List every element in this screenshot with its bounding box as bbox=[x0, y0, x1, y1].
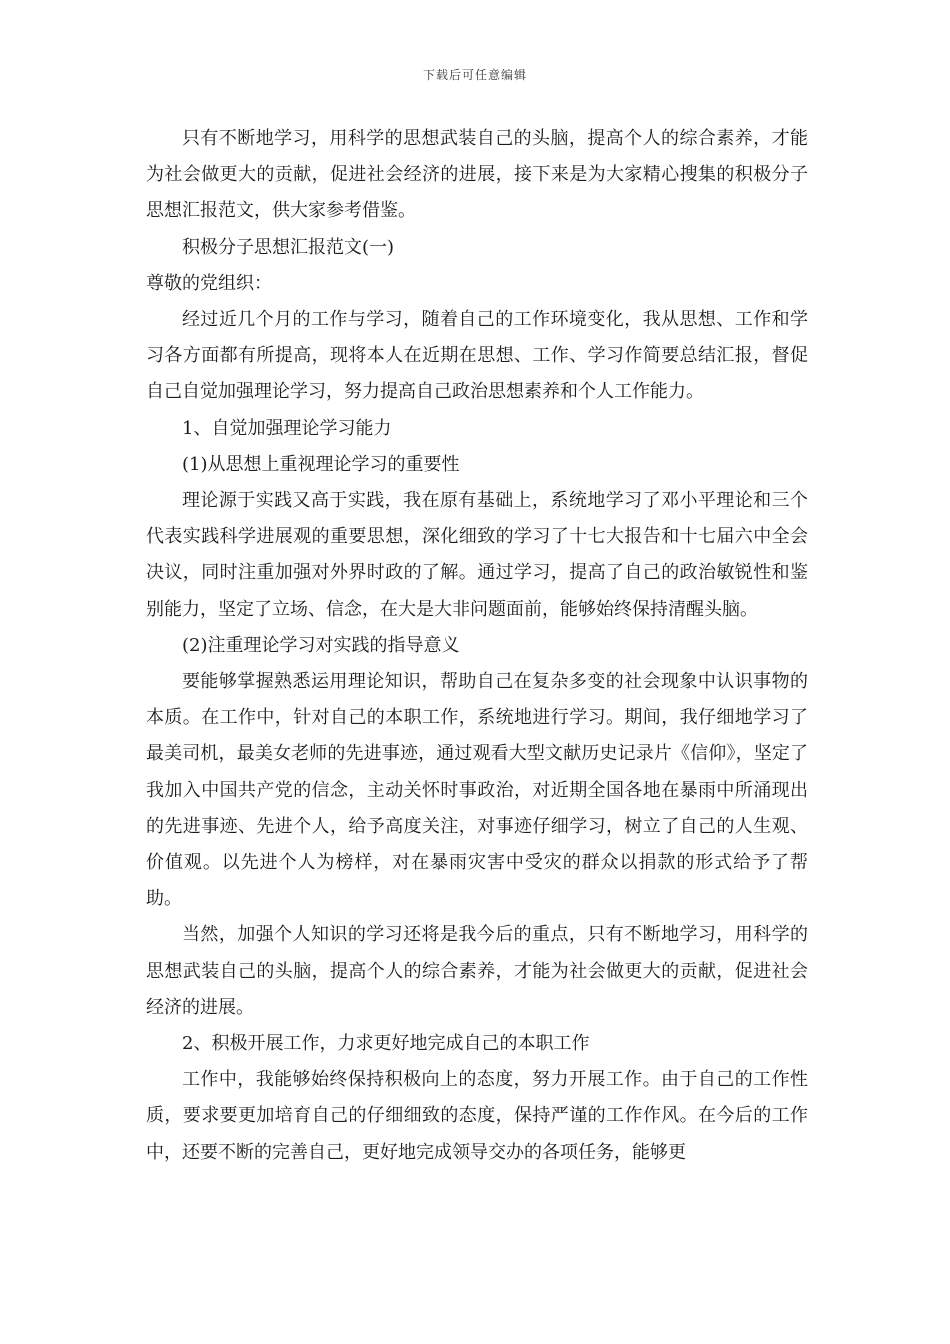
paragraph-future: 当然，加强个人知识的学习还将是我今后的重点，只有不断地学习，用科学的思想武装自己的头脑，提高个人的综合素养，才能为社会做更大的贡献，促进社会经济的进展。 bbox=[146, 924, 808, 1018]
page-header: 下载后可任意编辑 bbox=[422, 68, 527, 82]
subheading-1-2: (2)注重理论学习对实践的指导意义 bbox=[182, 634, 460, 656]
heading-2: 2、积极开展工作，力求更好地完成自己的本职工作 bbox=[182, 1033, 590, 1055]
paragraph-intro: 只有不断地学习，用科学的思想武装自己的头脑，提高个人的综合素养，才能为社会做更大的贡献，促进社会经济的进展，接下来是为大家精心搜集的积极分子思想汇报范文，供大家参考借鉴。 bbox=[146, 128, 808, 222]
salutation: 尊敬的党组织： bbox=[146, 272, 272, 294]
paragraph-opening: 经过近几个月的工作与学习，随着自己的工作环境变化，我从思想、工作和学习各方面都有所提高，现将本人在近期在思想、工作、学习作简要总结汇报，督促自己自觉加强理论学习，努力提高自己政治思想素养和个人工作能力。 bbox=[146, 309, 808, 403]
paragraph-theory: 理论源于实践又高于实践，我在原有基础上，系统地学习了邓小平理论和三个代表实践科学进展观的重要思想，深化细致的学习了十七大报告和十七届六中全会决议，同时注重加强对外界时政的了解。通过学习，提高了自己的政治敏锐性和鉴别能力，坚定了立场、信念，在大是大非问题面前，能够始终保持清醒头脑。 bbox=[146, 490, 808, 620]
section-title: 积极分子思想汇报范文(一) bbox=[182, 236, 395, 258]
document-body bbox=[146, 121, 808, 1171]
paragraph-work: 工作中，我能够始终保持积极向上的态度，努力开展工作。由于自己的工作性质，要求要更加培育自己的仔细细致的态度，保持严谨的工作作风。在今后的工作中，还要不断的完善自己，更好地完成领导交办的各项任务，能够更 bbox=[146, 1069, 808, 1163]
subheading-1-1: (1)从思想上重视理论学习的重要性 bbox=[182, 453, 460, 475]
heading-1: 1、自觉加强理论学习能力 bbox=[182, 417, 392, 439]
paragraph-practice: 要能够掌握熟悉运用理论知识，帮助自己在复杂多变的社会现象中认识事物的本质。在工作中，针对自己的本职工作，系统地进行学习。期间，我仔细地学习了最美司机，最美女老师的先进事迹，通过观看大型文献历史记录片《信仰》，坚定了我加入中国共产党的信念，主动关怀时事政治，对近期全国各地在暴雨中所涌现出的先进事迹、先进个人，给予高度关注，对事迹仔细学习，树立了自己的人生观、价值观。以先进个人为榜样，对在暴雨灾害中受灾的群众以捐款的形式给予了帮助。 bbox=[146, 671, 808, 910]
